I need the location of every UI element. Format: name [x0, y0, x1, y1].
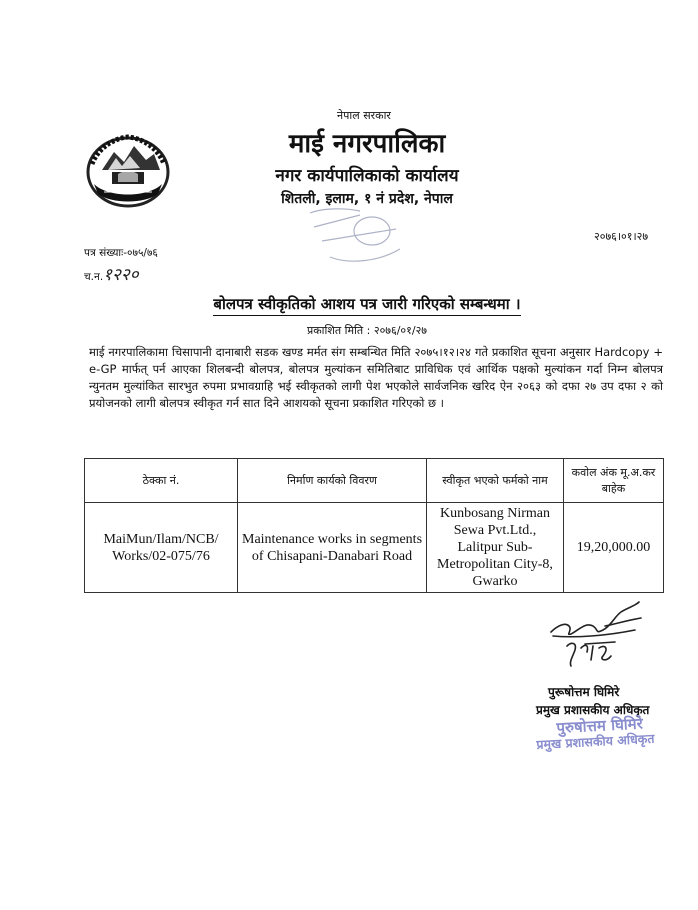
published-date: प्रकाशित मिति : २०७६/०१/२७ [306, 324, 428, 337]
cell-bid-amount: 19,20,000.00 [564, 503, 664, 593]
office-name: नगर कार्यपालिकाको कार्यालय [275, 166, 459, 186]
cell-work-description: Maintenance works in segments of Chisapani-Danabari Road [238, 503, 427, 593]
letter-subject [0, 294, 698, 314]
office-address: शितली, इलाम, १ नं प्रदेश, नेपाल [281, 191, 453, 207]
col-contract-no: ठेक्का नं. [85, 459, 238, 503]
table-row [85, 503, 664, 593]
municipality-title: माई नगरपालिका [288, 129, 446, 159]
dispatch-number-handwritten: १२२० [103, 265, 139, 285]
dispatch-number [84, 262, 139, 285]
seal-stamp-name: पुरुषोत्तम घिमिरे [556, 714, 644, 737]
cell-contract-no: MaiMun/Ilam/NCB/ Works/02-075/76 [85, 503, 238, 593]
cell-firm-name: Kunbosang Nirman Sewa Pvt.Ltd., Lalitpur Sub-Metropolitan City-8, Gwarko [427, 503, 564, 593]
signatory-title: प्रमुख प्रशासकीय अधिकृत [536, 703, 650, 717]
handwritten-signature [545, 596, 655, 670]
table-header-row [85, 459, 664, 503]
signatory-name: पुरूषोत्तम घिमिरे [548, 685, 620, 699]
letter-date: २०७६।०१।२७ [594, 230, 649, 243]
col-firm-name: स्वीकृत भएको फर्मको नाम [427, 459, 564, 503]
award-table [84, 458, 664, 593]
col-work-description: निर्माण कार्यको विवरण [238, 459, 427, 503]
subject-text: बोलपत्र स्वीकृतिको आशय पत्र जारी गरिएको सम्बन्धमा । [213, 295, 520, 316]
office-stamp [300, 205, 412, 277]
government-line: नेपाल सरकार [337, 109, 391, 122]
notice-body: माई नगरपालिकामा चिसापानी दानाबारी सडक खण्ड मर्मत संग सम्बन्धित मिति २०७५।१२।२४ गते प्रकाशित सूचना अनुसार Hardcopy + e-GP मार्फत् पर्न आएका शिलबन्दी बोलपत्र, बोलपत्र मुल्यांकन समितिबाट प्राविधिक एवं आर्थिक पक्षको मुल्यांकन गर्दा निम्न बोलपत्र न्युनतम मुल्यांकित सारभुत रुपमा प्रभावग्राहि भई स्वीकृतको लागी पेश भएकोले सार्वजनिक खरिद ऐन २०६३ को दफा २७ उप दफा २ को प्रयोजनको लागी बोलपत्र स्वीकृत गर्न सात दिने आशयको सूचना प्रकाशित गरिएको छ । [89, 345, 663, 410]
letter-number: पत्र संख्याः-०७५/७६ [84, 247, 158, 259]
dispatch-prefix: च.न. [84, 271, 104, 283]
seal-stamp-title: प्रमुख प्रशासकीय अधिकृत [536, 730, 655, 752]
col-bid-amount: कवोल अंक मू.अ.कर बाहेक [564, 459, 664, 503]
